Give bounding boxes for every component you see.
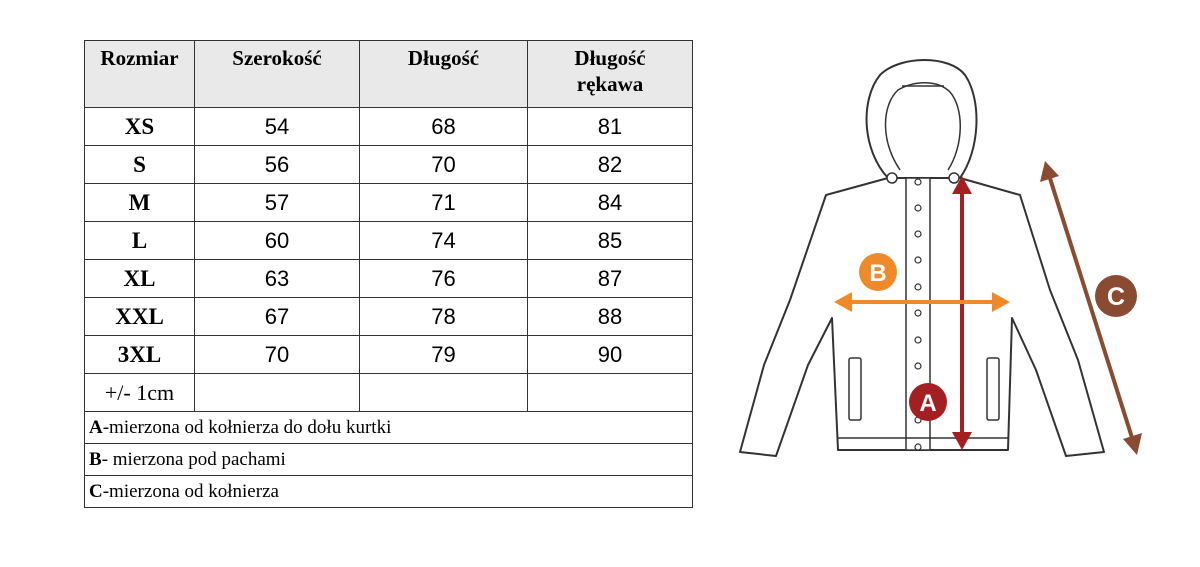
width-cell: 60 [195,222,360,260]
note-c-text: -mierzona od kołnierza [102,480,279,502]
length-cell: 79 [360,336,528,374]
note-row-a [85,412,693,444]
marker-a-label: A [919,390,937,417]
sleeve-cell: 82 [528,146,693,184]
note-c [85,476,693,508]
size-cell: S [85,146,195,184]
width-cell: 56 [195,146,360,184]
header-length: Długość [360,41,528,108]
length-cell: 71 [360,184,528,222]
empty-cell [195,374,360,412]
size-cell: M [85,184,195,222]
sleeve-cell: 84 [528,184,693,222]
table-row [85,146,693,184]
table-row [85,222,693,260]
tolerance-row [85,374,693,412]
note-b-letter: B [89,448,102,470]
length-cell: 70 [360,146,528,184]
note-b-text: - mierzona pod pachami [101,448,286,470]
table-row [85,108,693,146]
width-cell: 67 [195,298,360,336]
marker-b-label: B [869,260,887,287]
header-sleeve-text: Długość rękawa [574,46,646,96]
sleeve-cell: 90 [528,336,693,374]
size-cell: XL [85,260,195,298]
note-c-letter: C [89,480,103,502]
size-table [84,40,693,508]
empty-cell [528,374,693,412]
width-cell: 63 [195,260,360,298]
length-cell: 68 [360,108,528,146]
length-cell: 76 [360,260,528,298]
header-row [85,41,693,108]
header-sleeve [528,41,693,108]
length-cell: 74 [360,222,528,260]
size-cell: 3XL [85,336,195,374]
note-row-b [85,444,693,476]
size-cell: XXL [85,298,195,336]
note-row-c [85,476,693,508]
table-row [85,298,693,336]
marker-c-label: C [1106,283,1126,311]
sleeve-cell: 81 [528,108,693,146]
size-cell: L [85,222,195,260]
length-cell: 78 [360,298,528,336]
width-cell: 70 [195,336,360,374]
width-cell: 57 [195,184,360,222]
sleeve-cell: 88 [528,298,693,336]
table-row [85,260,693,298]
note-a-text: -mierzona od kołnierza do dołu kurtki [102,416,392,438]
sleeve-cell: 87 [528,260,693,298]
note-b [85,444,693,476]
width-cell: 54 [195,108,360,146]
tolerance-cell: +/- 1cm [85,374,195,412]
empty-cell [360,374,528,412]
table-row [85,184,693,222]
jacket-diagram [720,40,1160,470]
sleeve-cell: 85 [528,222,693,260]
note-a [85,412,693,444]
header-size: Rozmiar [85,41,195,108]
header-width: Szerokość [195,41,360,108]
table-row [85,336,693,374]
size-cell: XS [85,108,195,146]
note-a-letter: A [89,416,103,438]
